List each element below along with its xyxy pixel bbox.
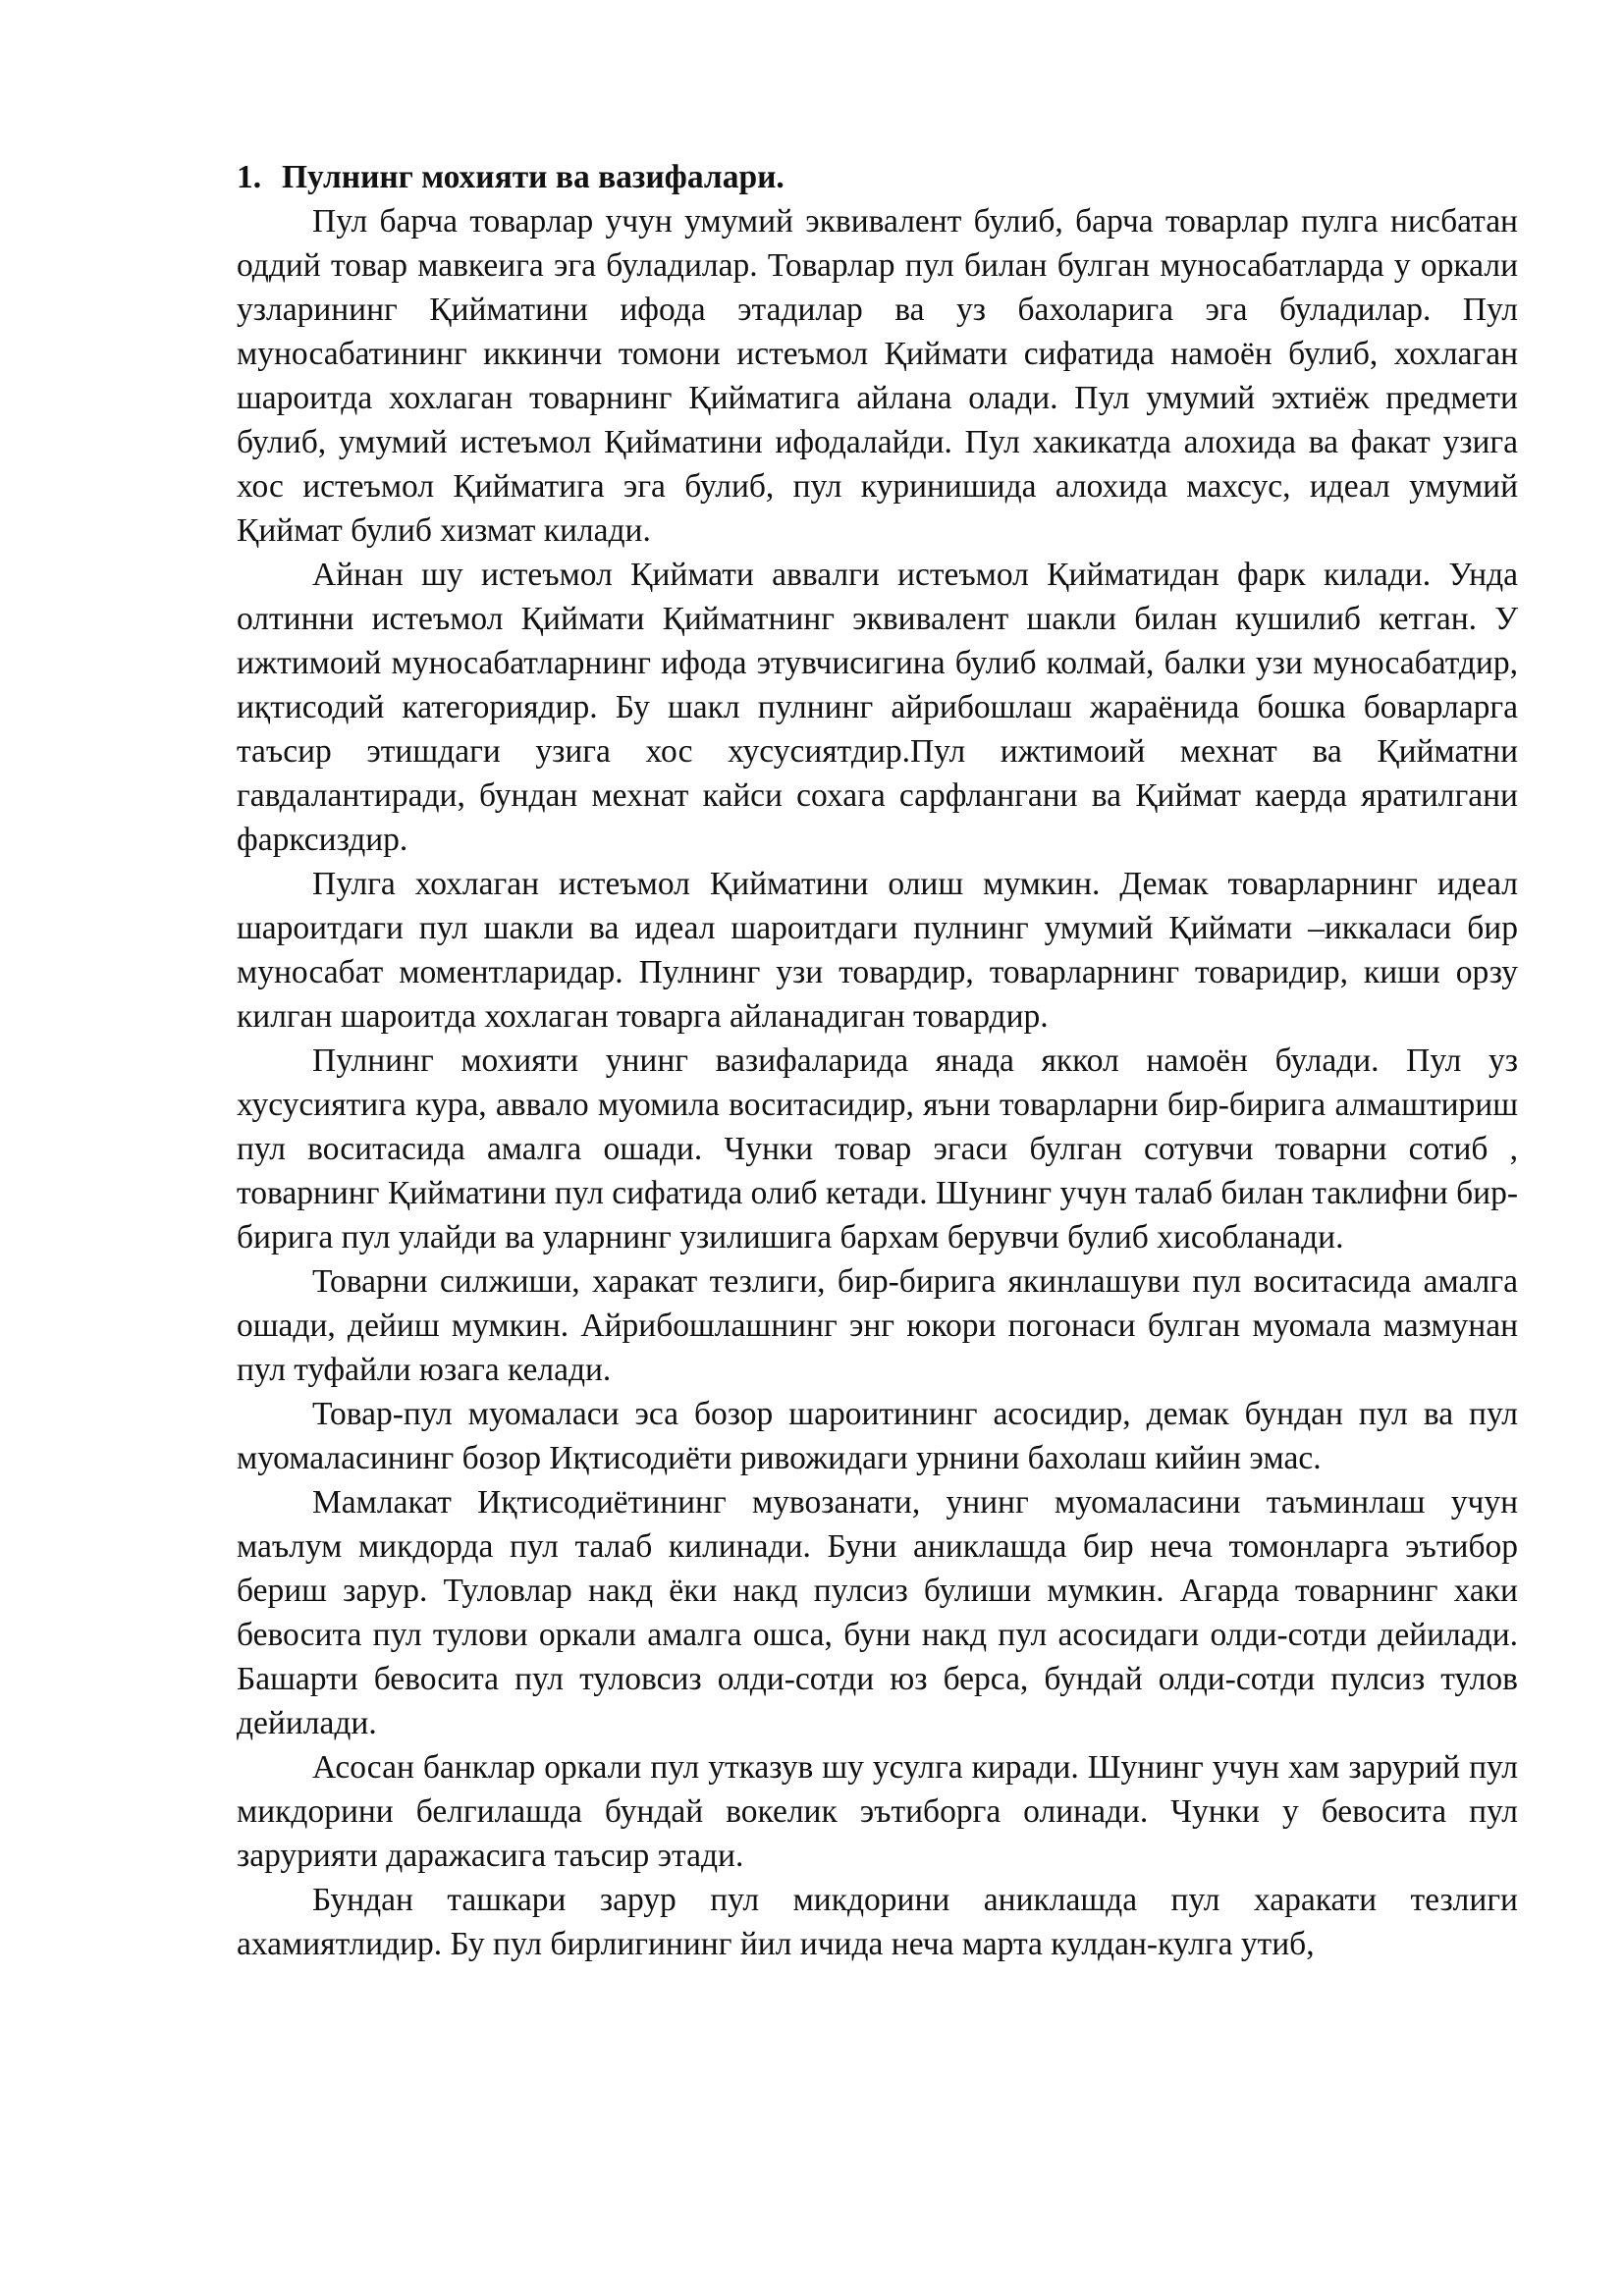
paragraph-4: Пулнинг мохияти унинг вазифаларида янада яккол намоён булади. Пул уз хусусиятига кура, аввало муомила воситасидир, яъни товарларни бир-бирига алмаштириш пул воситасида амалга ошади. Чунки товар эгаси булган сотувчи товарни сотиб , товарнинг Қийматини пул сифатида олиб кетади. Шунинг учун талаб билан таклифни бир-бирига пул улайди ва уларнинг узилишига бархам берувчи булиб хисобланади. <box>237 1042 1518 1255</box>
paragraph-8: Асосан банклар оркали пул утказув шу усулга киради. Шунинг учун хам зарурий пул микдорини белгилашда бундай вокелик эътиборга олинади. Чунки у бевосита пул зарурияти даражасига таъсир этади. <box>237 1749 1518 1874</box>
paragraph-2: Айнан шу истеъмол Қиймати аввалги истеъмол Қийматидан фарк килади. Унда олтинни истеъмол Қиймати Қийматнинг эквивалент шакли билан кушилиб кетган. У ижтимоий муносабатларнинг ифода этувчисигина булиб колмай, балки узи муносабатдир, иқтисодий категориядир. Бу шакл пулнинг айрибошлаш жараёнида бошка боварларга таъсир этишдаги узига хос хусусиятдир.Пул ижтимоий мехнат ва Қийматни гавдалантиради, бундан мехнат кайси сохага сарфлангани ва Қиймат каерда яратилгани фарксиздир. <box>237 557 1518 858</box>
document-page <box>237 155 1518 1966</box>
section-number: 1. <box>237 159 262 195</box>
section-heading <box>237 155 1518 199</box>
paragraph-6: Товар-пул муомаласи эса бозор шароитининг асосидир, демак бундан пул ва пул муомаласининг бозор Иқтисодиёти ривожидаги урнини бахолаш кийин эмас. <box>237 1396 1518 1476</box>
paragraph-9: Бундан ташкари зарур пул микдорини аниклашда пул харакати тезлиги ахамиятлидир. Бу пул бирлигининг йил ичида неча марта кулдан-кулга утиб, <box>237 1882 1518 1962</box>
paragraph-7: Мамлакат Иқтисодиётининг мувозанати, унинг муомаласини таъминлаш учун маълум микдорда пул талаб килинади. Буни аниклашда бир неча томонларга эътибор бериш зарур. Туловлар накд ёки накд пулсиз булиши мумкин. Агарда товарнинг хаки бевосита пул тулови оркали амалга ошса, буни накд пул асосидаги олди-сотди дейилади. Башарти бевосита пул туловсиз олди-сотди юз берса, бундай олди-сотди пулсиз тулов дейилади. <box>237 1484 1518 1741</box>
paragraph-1: Пул барча товарлар учун умумий эквивалент булиб, барча товарлар пулга нисбатан оддий товар мавкеига эга буладилар. Товарлар пул билан булган муносабатларда у оркали узларининг Қийматини ифода этадилар ва уз бахоларига эга буладилар. Пул муносабатининг иккинчи томони истеъмол Қиймати сифатида намоён булиб, хохлаган шароитда хохлаган товарнинг Қийматига айлана олади. Пул умумий эхтиёж предмети булиб, умумий истеъмол Қийматини ифодалайди. Пул хакикатда алохида ва факат узига хос истеъмол Қийматига эга булиб, пул куринишида алохида махсус, идеал умумий Қиймат булиб хизмат килади. <box>237 203 1518 549</box>
paragraph-3: Пулга хохлаган истеъмол Қийматини олиш мумкин. Демак товарларнинг идеал шароитдаги пул шакли ва идеал шароитдаги пулнинг умумий Қиймати –иккаласи бир муносабат моментларидар. Пулнинг узи товардир, товарларнинг товаридир, киши орзу килган шароитда хохлаган товарга айланадиган товардир. <box>237 866 1518 1035</box>
paragraph-5: Товарни силжиши, харакат тезлиги, бир-бирига якинлашуви пул воситасида амалга ошади, дейиш мумкин. Айрибошлашнинг энг юкори погонаси булган муомала мазмунан пул туфайли юзага келади. <box>237 1263 1518 1388</box>
section-title: Пулнинг мохияти ва вазифалари. <box>282 159 785 195</box>
